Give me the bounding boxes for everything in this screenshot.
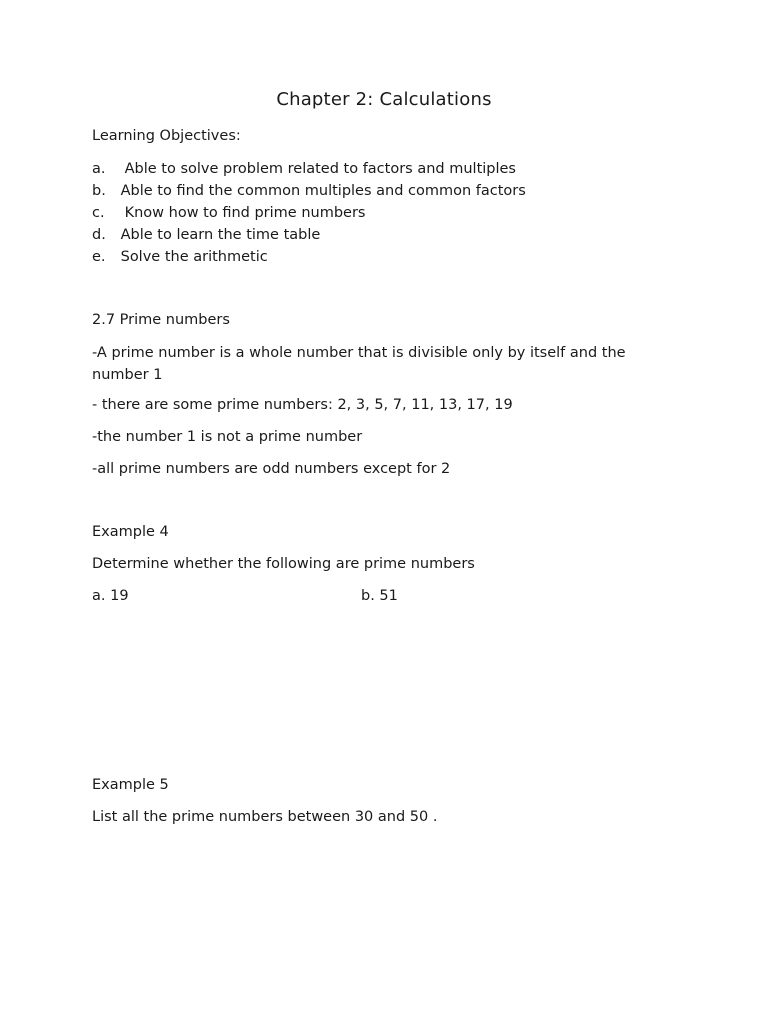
note-definition: -A prime number is a whole number that is divisible only by itself and the number 1 [92, 345, 626, 383]
objective-letter: e. [92, 249, 106, 265]
objective-text: Know how to find prime numbers [124, 205, 366, 221]
objective-item [92, 249, 268, 265]
objective-item [92, 183, 526, 199]
objectives-heading: Learning Objectives: [92, 128, 241, 144]
note-one-not-prime: -the number 1 is not a prime number [92, 429, 363, 445]
chapter-title: Chapter 2: Calculations [276, 89, 492, 110]
example-5-heading: Example 5 [92, 777, 169, 793]
objective-letter: c. [92, 205, 105, 221]
objective-letter: d. [92, 227, 106, 243]
example-5-prompt: List all the prime numbers between 30 and 50 . [92, 809, 438, 825]
example-4-part-a: a. 19 [92, 588, 129, 604]
objective-item [92, 161, 516, 177]
objective-text: Able to learn the time table [120, 227, 321, 243]
note-odd-primes: -all prime numbers are odd numbers except for 2 [92, 461, 451, 477]
objective-item [92, 205, 365, 221]
objective-item [92, 227, 320, 243]
objective-letter: a. [92, 161, 106, 177]
example-4-heading: Example 4 [92, 524, 169, 540]
objective-letter: b. [92, 183, 106, 199]
example-4-prompt: Determine whether the following are prime numbers [92, 556, 475, 572]
note-examples: - there are some prime numbers: 2, 3, 5, 7, 11, 13, 17, 19 [92, 397, 513, 413]
objective-text: Solve the arithmetic [120, 249, 268, 265]
objective-text: Able to solve problem related to factors and multiples [124, 161, 516, 177]
objective-text: Able to find the common multiples and common factors [120, 183, 526, 199]
example-4-part-b: b. 51 [361, 588, 398, 604]
section-heading: 2.7 Prime numbers [92, 312, 230, 328]
